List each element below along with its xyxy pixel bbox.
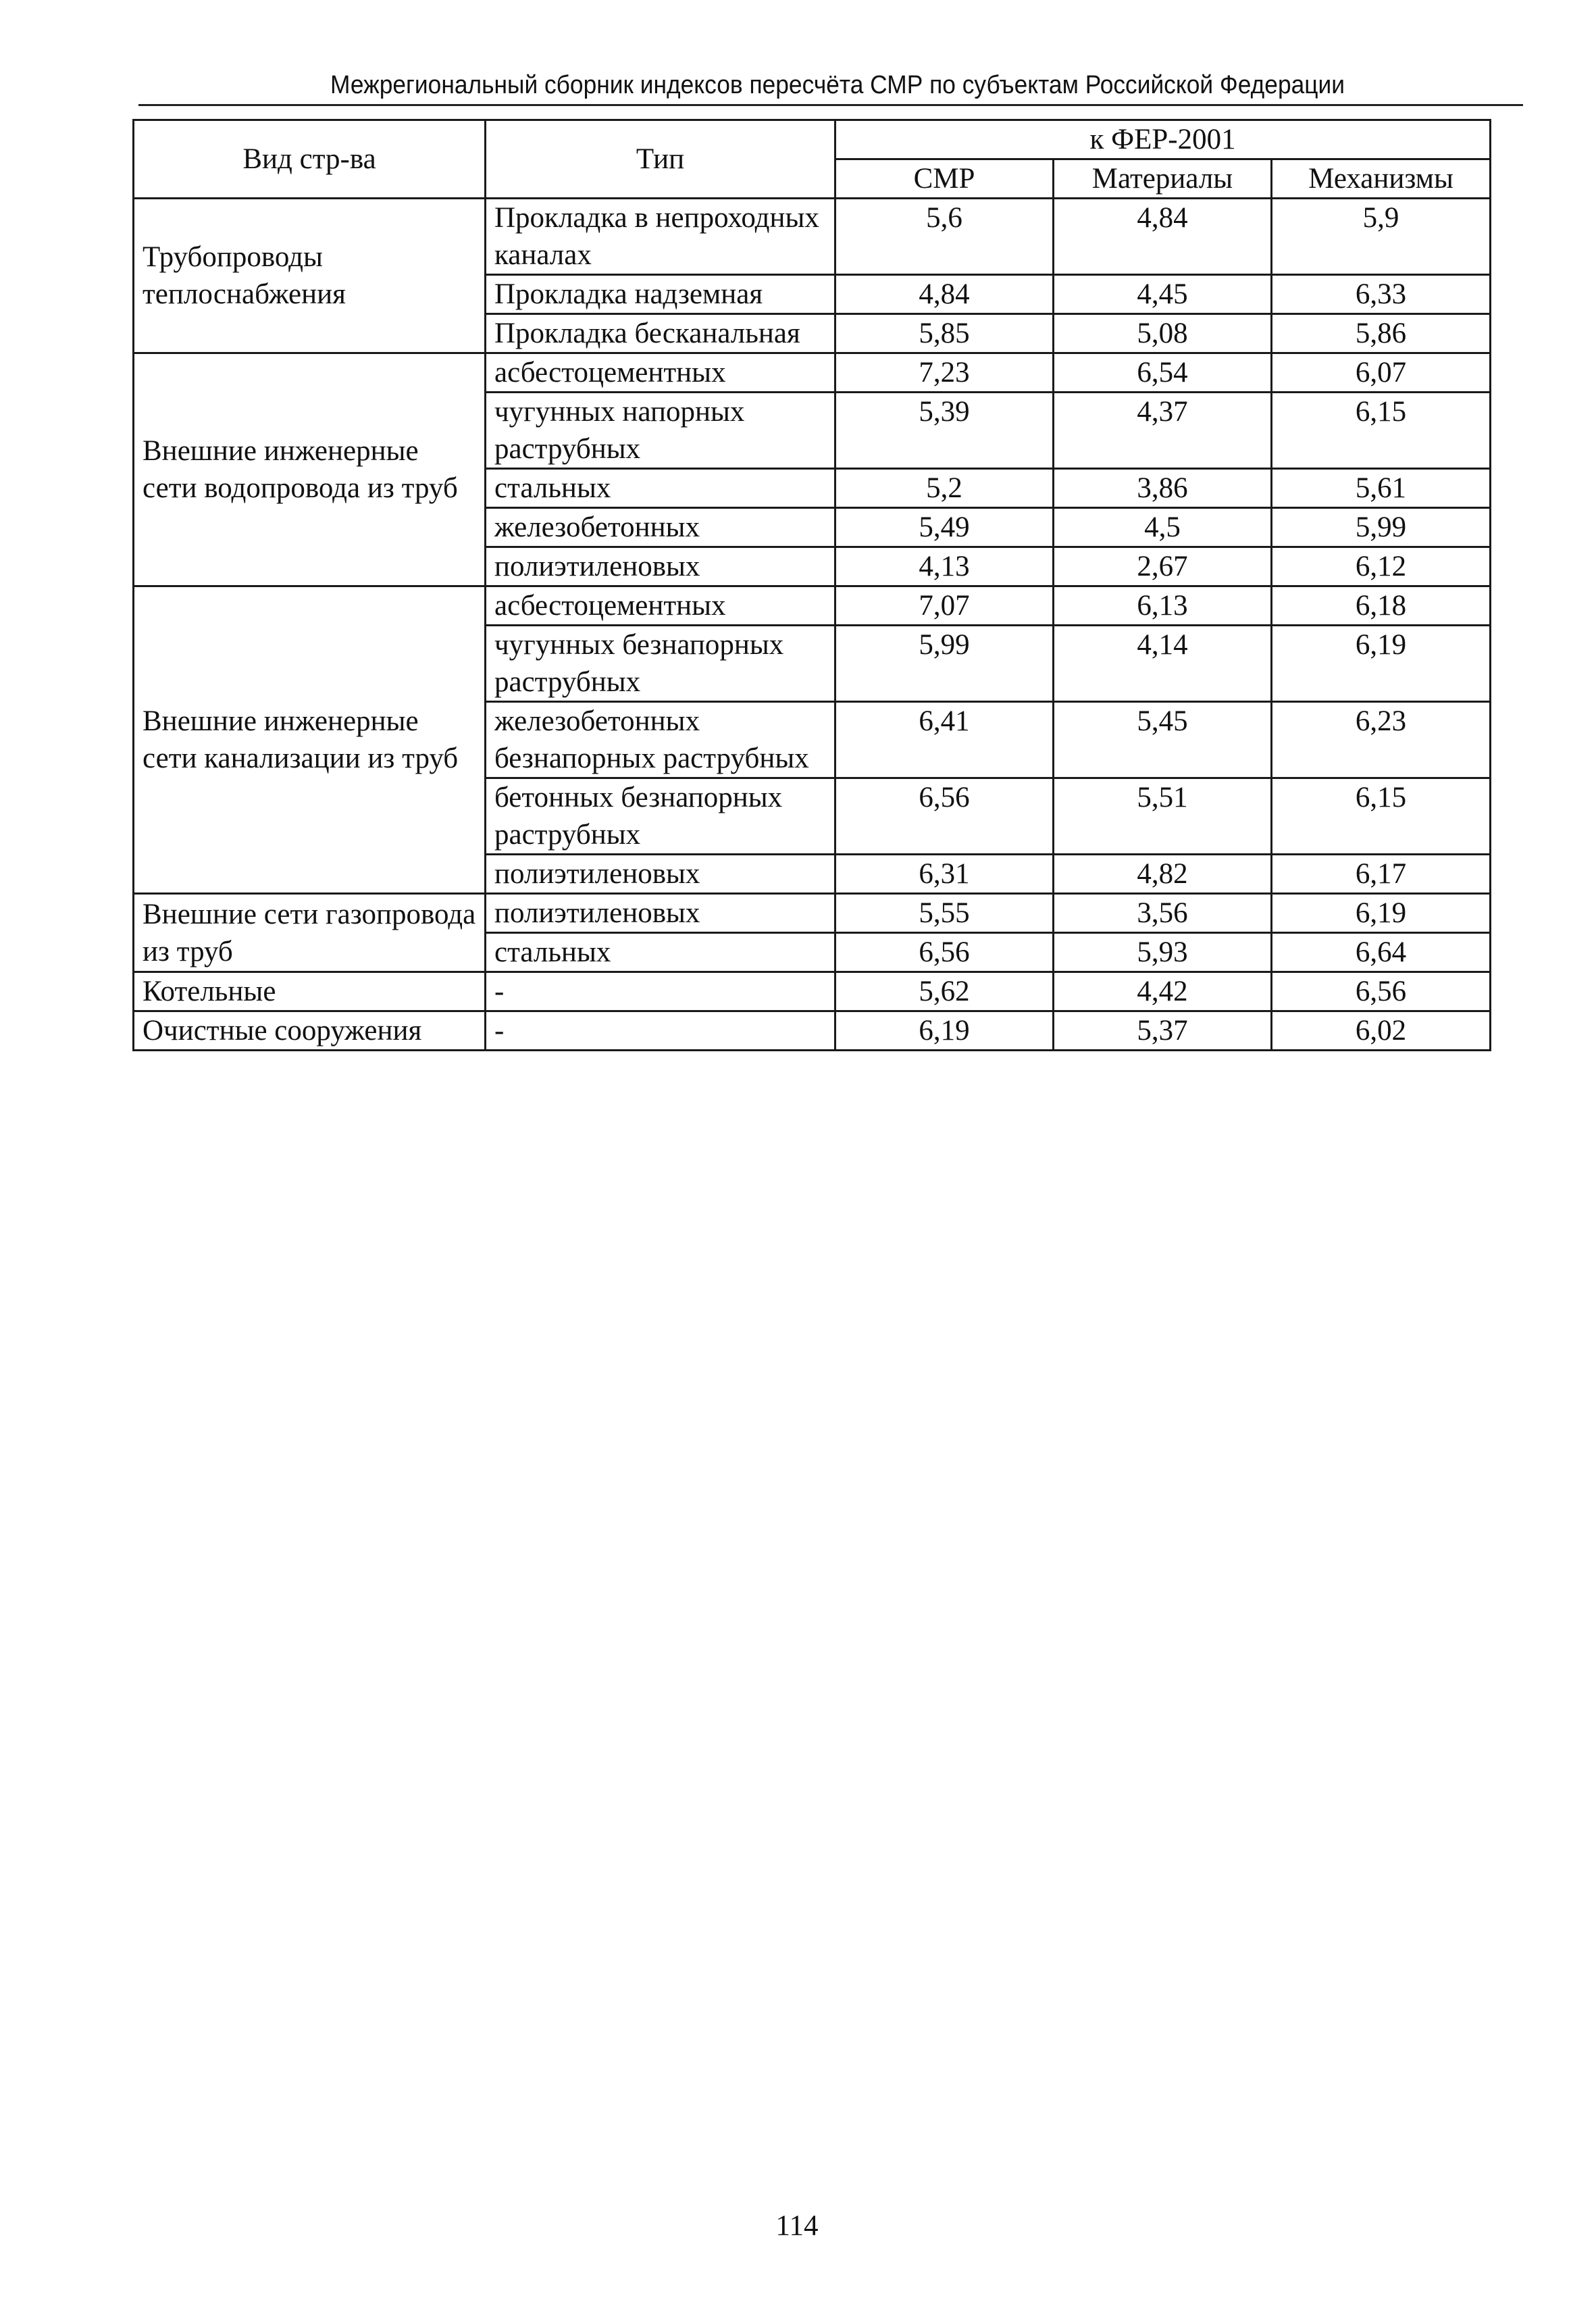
mechanisms-value-cell: 6,18 <box>1272 586 1491 626</box>
materials-value-cell: 5,37 <box>1054 1011 1272 1051</box>
materials-value-cell: 5,93 <box>1054 933 1272 972</box>
materials-value-cell: 3,86 <box>1054 469 1272 508</box>
smr-value-cell: 6,41 <box>835 702 1054 778</box>
smr-value-cell: 5,49 <box>835 508 1054 547</box>
mechanisms-value-cell: 6,17 <box>1272 855 1491 894</box>
mechanisms-value-cell: 5,99 <box>1272 508 1491 547</box>
pipe-type-cell: чугунных безнапорных раструбных <box>486 626 835 702</box>
pipe-type-cell: стальных <box>486 469 835 508</box>
pipe-type-cell: - <box>486 1011 835 1051</box>
pipe-type-cell: стальных <box>486 933 835 972</box>
table-row <box>134 353 1491 393</box>
mechanisms-value-cell: 6,15 <box>1272 778 1491 855</box>
materials-value-cell: 5,08 <box>1054 314 1272 353</box>
pipe-type-cell: железобетонных безнапорных раструбных <box>486 702 835 778</box>
mechanisms-value-cell: 6,56 <box>1272 972 1491 1011</box>
index-table <box>132 119 1491 1051</box>
pipe-type-cell: чугунных напорных раструбных <box>486 393 835 469</box>
mechanisms-value-cell: 6,02 <box>1272 1011 1491 1051</box>
mechanisms-value-cell: 5,86 <box>1272 314 1491 353</box>
construction-type-cell: Внешние инженерные сети канализации из труб <box>134 586 486 894</box>
mechanisms-value-cell: 6,12 <box>1272 547 1491 586</box>
mechanisms-value-cell: 5,61 <box>1272 469 1491 508</box>
smr-value-cell: 4,13 <box>835 547 1054 586</box>
construction-type-cell: Котельные <box>134 972 486 1011</box>
col-header-fer-group: к ФЕР-2001 <box>835 120 1491 159</box>
table-row <box>134 972 1491 1011</box>
pipe-type-cell: полиэтиленовых <box>486 894 835 933</box>
materials-value-cell: 4,14 <box>1054 626 1272 702</box>
smr-value-cell: 7,23 <box>835 353 1054 393</box>
materials-value-cell: 6,54 <box>1054 353 1272 393</box>
smr-value-cell: 5,39 <box>835 393 1054 469</box>
mechanisms-value-cell: 6,19 <box>1272 626 1491 702</box>
mechanisms-value-cell: 6,23 <box>1272 702 1491 778</box>
header-row-top <box>134 120 1491 159</box>
pipe-type-cell: Прокладка надземная <box>486 275 835 314</box>
smr-value-cell: 5,62 <box>835 972 1054 1011</box>
smr-value-cell: 7,07 <box>835 586 1054 626</box>
pipe-type-cell: асбестоцементных <box>486 586 835 626</box>
mechanisms-value-cell: 6,64 <box>1272 933 1491 972</box>
materials-value-cell: 5,51 <box>1054 778 1272 855</box>
smr-value-cell: 5,85 <box>835 314 1054 353</box>
col-header-smr: СМР <box>835 159 1054 199</box>
table-body <box>134 199 1491 1051</box>
smr-value-cell: 6,19 <box>835 1011 1054 1051</box>
smr-value-cell: 6,56 <box>835 933 1054 972</box>
smr-value-cell: 5,55 <box>835 894 1054 933</box>
materials-value-cell: 2,67 <box>1054 547 1272 586</box>
col-header-materials: Материалы <box>1054 159 1272 199</box>
col-header-vid: Вид стр-ва <box>134 120 486 199</box>
materials-value-cell: 5,45 <box>1054 702 1272 778</box>
pipe-type-cell: полиэтиленовых <box>486 855 835 894</box>
materials-value-cell: 4,5 <box>1054 508 1272 547</box>
smr-value-cell: 5,6 <box>835 199 1054 275</box>
page-header-title: Межрегиональный сборник индексов пересчёта СМР по субъектам Российской Федерации <box>330 71 1345 99</box>
col-header-mechanisms: Механизмы <box>1272 159 1491 199</box>
pipe-type-cell: железобетонных <box>486 508 835 547</box>
pipe-type-cell: Прокладка в непроходных каналах <box>486 199 835 275</box>
mechanisms-value-cell: 6,19 <box>1272 894 1491 933</box>
mechanisms-value-cell: 6,33 <box>1272 275 1491 314</box>
smr-value-cell: 5,2 <box>835 469 1054 508</box>
materials-value-cell: 4,84 <box>1054 199 1272 275</box>
materials-value-cell: 4,45 <box>1054 275 1272 314</box>
table-row <box>134 199 1491 275</box>
header-rule <box>138 104 1523 106</box>
mechanisms-value-cell: 5,9 <box>1272 199 1491 275</box>
smr-value-cell: 6,56 <box>835 778 1054 855</box>
page-number: 114 <box>775 2210 819 2242</box>
construction-type-cell: Очистные сооружения <box>134 1011 486 1051</box>
materials-value-cell: 3,56 <box>1054 894 1272 933</box>
table-row <box>134 894 1491 933</box>
construction-type-cell: Трубопроводы теплоснабжения <box>134 199 486 353</box>
materials-value-cell: 4,42 <box>1054 972 1272 1011</box>
mechanisms-value-cell: 6,07 <box>1272 353 1491 393</box>
construction-type-cell: Внешние инженерные сети водопровода из труб <box>134 353 486 586</box>
pipe-type-cell: Прокладка бесканальная <box>486 314 835 353</box>
pipe-type-cell: асбестоцементных <box>486 353 835 393</box>
smr-value-cell: 5,99 <box>835 626 1054 702</box>
materials-value-cell: 6,13 <box>1054 586 1272 626</box>
materials-value-cell: 4,82 <box>1054 855 1272 894</box>
smr-value-cell: 6,31 <box>835 855 1054 894</box>
smr-value-cell: 4,84 <box>835 275 1054 314</box>
table-row <box>134 586 1491 626</box>
construction-type-cell: Внешние сети газопровода из труб <box>134 894 486 972</box>
materials-value-cell: 4,37 <box>1054 393 1272 469</box>
col-header-tip: Тип <box>486 120 835 199</box>
mechanisms-value-cell: 6,15 <box>1272 393 1491 469</box>
table-row <box>134 1011 1491 1051</box>
pipe-type-cell: полиэтиленовых <box>486 547 835 586</box>
pipe-type-cell: - <box>486 972 835 1011</box>
pipe-type-cell: бетонных безнапорных раструбных <box>486 778 835 855</box>
